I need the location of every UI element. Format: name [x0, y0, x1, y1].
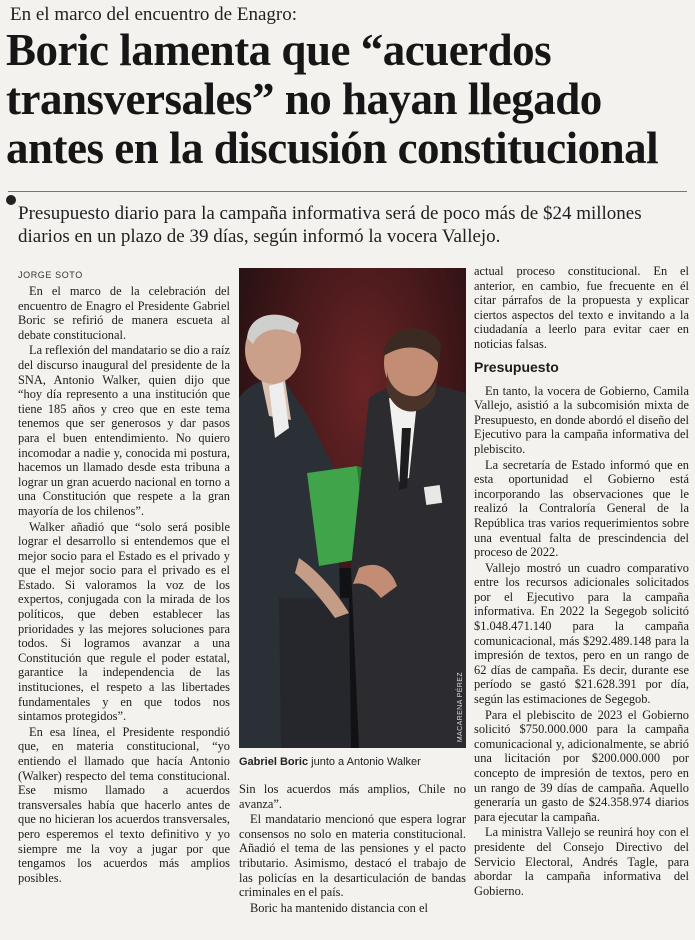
paragraph: El mandatario mencionó que espera lograr consensos no solo en materia constitucional. Añadió el tema de las pensiones y el pacto tributario. Asimismo, destacó el trabajo de las policías en la desarticulación de bandas criminales en el país. — [239, 812, 466, 900]
article-photo — [239, 268, 466, 748]
caption-name: Gabriel Boric — [239, 756, 309, 768]
paragraph: En tanto, la vocera de Gobierno, Camila Vallejo, asistió a la subcomisión mixta de Presupuesto, en donde abordó el diseño del Ejecutivo para la campaña informativa del plebiscito. — [474, 383, 689, 456]
kicker: En el marco del encuentro de Enagro: — [10, 4, 297, 25]
divider — [8, 191, 687, 192]
paragraph: actual proceso constitucional. En el anterior, en cambio, fue frecuente en él citar párrafos de la propuesta y explicar ciertos aspectos del texto e invitando a la ciudadanía a leerlo para evitar caer en noticias falsas. — [474, 264, 689, 351]
paragraph: La secretaría de Estado informó que en esta oportunidad el Gobierno está incorporando las observaciones que le realizó la Contraloría General de la República tras varios requerimientos sobre una eventual falta de prescindencia del proceso de 2022. — [474, 457, 689, 560]
subhead: Presupuesto — [474, 358, 559, 375]
paragraph: En el marco de la celebración del encuentro de Enagro el Presidente Gabriel Boric se refirió de manera escueta al debate constitucional. — [18, 284, 230, 342]
photo-illustration — [239, 268, 466, 748]
byline: JORGE SOTO — [18, 270, 83, 280]
caption-text: junto a Antonio Walker — [308, 756, 421, 768]
deck: Presupuesto diario para la campaña informativa será de poco más de $24 millones diarios en un plazo de 39 días, según informó la vocera Vallejo. — [18, 203, 642, 247]
paragraph: En esa línea, el Presidente respondió que, en materia constitucional, “yo entiendo el llamado que hacía Antonio (Walker) respecto del tema constitucional. Ese mismo llamado a acuerdos transversales había que hacerlo antes de que no hicieran los acuerdos transversales, pero esperemos el texto definitivo y yo siempre me la voy a jugar por que tengamos los acuerdos más amplios posibles. — [18, 724, 230, 885]
column-left — [18, 284, 230, 886]
paragraph: La ministra Vallejo se reunirá hoy con el presidente del Consejo Directivo del Servicio Electoral, Andrés Tagle, para abordar la campaña informativa del Gobierno. — [474, 825, 689, 898]
paragraph: Sin los acuerdos más amplios, Chile no avanza”. — [239, 782, 466, 811]
paragraph: Para el plebiscito de 2023 el Gobierno solicitó $750.000.000 para la campaña comunicacional y, adicionalmente, se abrió una licitación por $200.000.000 por concepto de impresión de textos, pero en un rango de 39 días de campaña. Aquello generaría un gasto de $24.358.974 diarios para ejecutar la campaña. — [474, 707, 689, 824]
paragraph: Walker añadió que “solo será posible lograr el desarrollo si entendemos que el mejor socio para el Estado es el privado y que el mejor socio para el privado es el Estado. Si valoramos la voz de los expertos, conjugada con la mirada de los políticos, que deben establecer las prioridades y las mejores soluciones para todos. Si logramos avanzar a una Constitución que regule el poder estatal, garantice la independencia de las instituciones, el respeto a las libertades fundamentales y en que todos nos sintamos protegidos”. — [18, 519, 230, 724]
paragraph: Boric ha mantenido distancia con el — [250, 900, 428, 915]
photo-caption — [239, 755, 466, 769]
column-right — [474, 264, 689, 899]
headline: Boric lamenta que “acuerdos transversales” no hayan llegado antes en la discusión constitucional — [6, 25, 659, 173]
paragraph: La reflexión del mandatario se dio a raíz del discurso inaugural del presidente de la SNA, Antonio Walker, quien dijo que “hoy día represento a una institución que tiene 185 años y creo que en este tema tenemos que ser generosos y dar pasos para el buen entendimiento. No quiero incomodar a nadie y, conocida mi postura, hacemos un llamado desde esta tribuna a lograr un gran acuerdo nacional en torno a una Constitución que respete a la gran mayoría de los chilenos”. — [18, 343, 230, 518]
photo-credit: MACARENA PÉREZ — [457, 671, 464, 742]
paragraph: Vallejo mostró un cuadro comparativo entre los recursos adicionales solicitados por el Ejecutivo para la campaña informativa. En 2022 la Segegob solicitó $1.048.471.140 para la campaña comunicacional, más $292.489.148 para la impresión de textos, pero en un rango de 62 días de campaña. Es decir, durante ese período se gastó $21.628.391 por día, según las estimaciones de Segegob. — [474, 560, 689, 707]
column-middle — [239, 782, 466, 916]
deck-bullet-icon — [6, 195, 16, 205]
